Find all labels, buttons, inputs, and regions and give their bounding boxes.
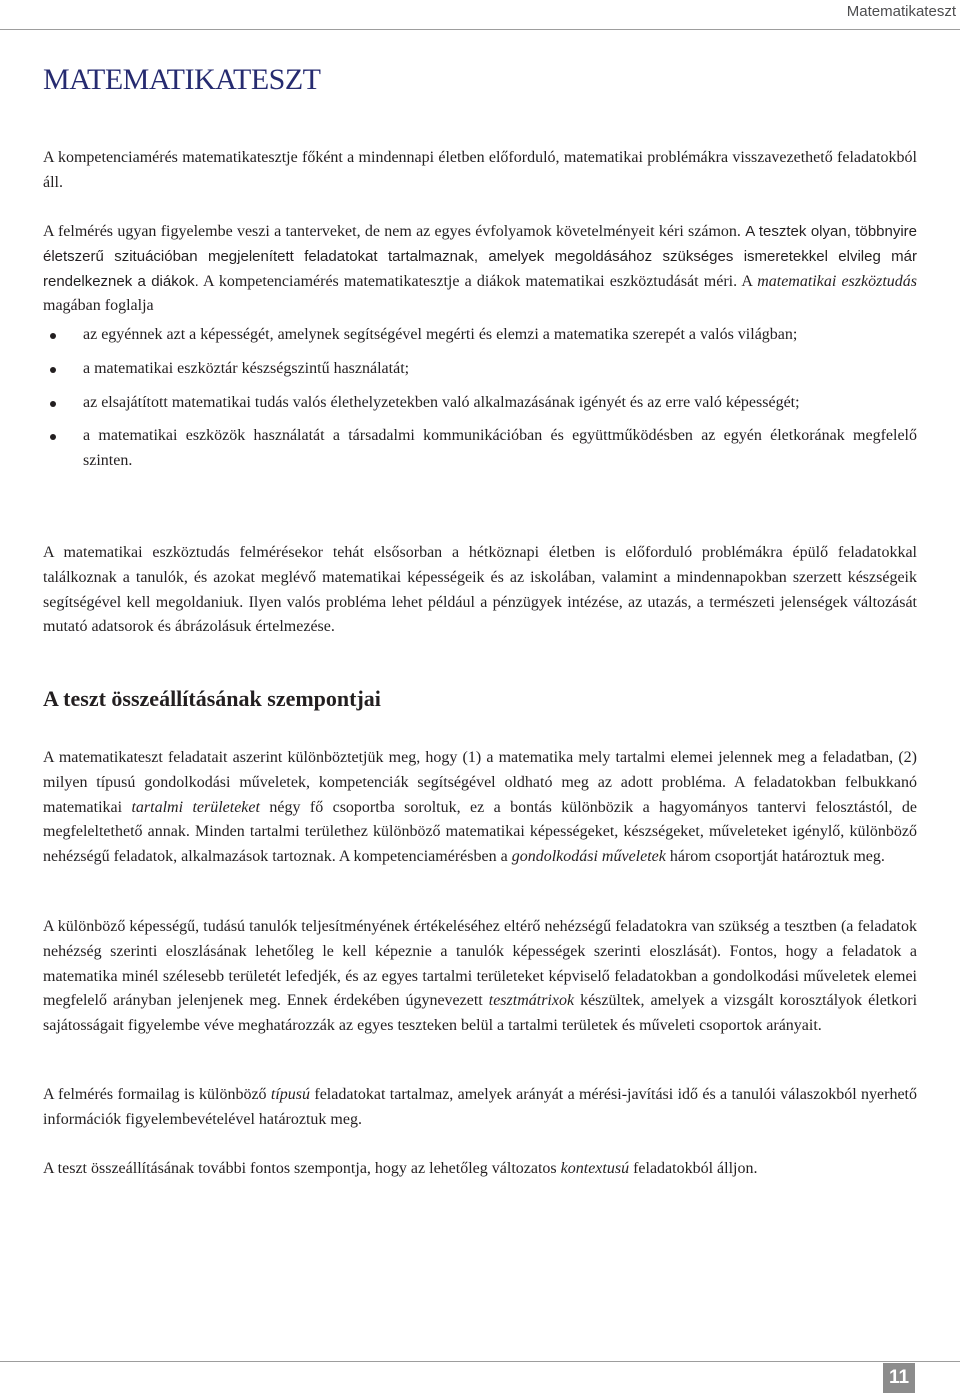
bullet-dot (50, 401, 56, 407)
section-paragraph-1 (43, 746, 917, 870)
term-matematikai-eszkoztudas: matematikai eszköztudás (757, 272, 918, 290)
term-kontextusu: kontextusú (560, 1160, 630, 1177)
term-tesztmatrixok: tesztmátrixok (488, 992, 575, 1010)
section-text-1c: három csoportját határoztuk meg. (669, 848, 885, 866)
section-text-2a: A különböző képességű, tudású tanulók teljesítményének értékeléséhez eltérő nehézségű feladatokra van szükség a tesztben (a feladatok nehézség szerinti eloszlásának lehetőleg le kell képeznie a tanulók képességek szerinti eloszlását). Fontos, hogy a feladatok a matematika minél szélesebb területét lefedjék, és az egyes tartalmi területeket képviselő feladatokban a gondolkodási műveletek elemei megfelelő arányban jelenjenek meg. Ennek érdekében úgynevezett (43, 918, 917, 1010)
intro-text-4: A matematikai eszköztudás felmérésekor tehát elsősorban a hétköznapi életben is előforduló problémákra épülő feladatokkal találkoznak a tanulók, és azokat meglévő matematikai képességeik és az iskolában, valamint a mindennapokban szerzett készségeik segítségével kell megoldaniuk. Ilyen valós probléma lehet például a pénzügyek intézése, az utazás, a természeti jelenségek változását mutató adatsorok és ábrázolásuk értelmezése. (43, 544, 917, 636)
header-rule (0, 29, 960, 30)
list-item (43, 357, 917, 382)
term-tartalmi-teruleteket: tartalmi területeket (131, 798, 260, 816)
term-tipusu: típusú (270, 1086, 311, 1103)
list-item (43, 323, 917, 348)
bullet-list (43, 323, 917, 474)
section-text-3b: feladatokat tartalmaz, amelyek arányát a mérési-javítási idő és a tanulói válaszokból nyerhető információk figyelembevételével határoztuk meg. (43, 1086, 917, 1128)
section-text-1a: A matematikateszt feladatait aszerint különböztetjük meg, hogy (1) a matematika mely tartalmi elemei jelennek meg a feladatban, (2) milyen típusú gondolkodási műveletek, kompetenciák segítségével oldható meg az adott probléma. A feladatokban felbukkanó matematikai (43, 749, 917, 816)
section-paragraph-4 (43, 1157, 917, 1182)
intro-text-1: A kompetenciamérés matematikatesztje főként a mindennapi életben előforduló, matematikai problémákra visszavezethető feladatokból áll. (43, 149, 917, 191)
section-text-4a: A teszt összeállításának további fontos szempontja, hogy az lehetőleg változatos (43, 1160, 557, 1177)
bullet-dot (50, 367, 56, 373)
intro-text-2a: A felmérés ugyan figyelembe veszi a tanterveket, de nem az egyes évfolyamok követelményeit kéri számon. (43, 223, 741, 240)
intro-text-3-lead: A (741, 272, 753, 290)
bullet-dot (50, 333, 56, 339)
intro-text-2c: A kompetenciamérés matematikatesztje a diákok matematikai eszköztudását méri. (203, 272, 738, 290)
intro-text-2b: A tesztek olyan, többnyire életszerű szituációban megjelenített feladatokat tartalmaznak, amelyek megoldásához szükséges ismeretekkel elvileg már rendelkeznek a diákok. (43, 223, 918, 290)
section-heading: A teszt összeállításának szempontjai (43, 686, 381, 711)
section-paragraph-2 (43, 915, 917, 1039)
section-text-1b: négy fő csoportba soroltuk, ez a bontás különbözik a hagyományos tantervi felosztástól, de megfeleltethető annak. Minden tartalmi területhez különböző matematikai képességeket, készségeket, műveleteket igénylő, különböző nehézségű feladatok, alkalmazások tartoznak. A kompetenciamérésben a (43, 798, 918, 866)
list-item-text: az egyénnek azt a képességét, amelynek segítségével megérti és elemzi a matematika szerepét a valós világban; (83, 326, 798, 343)
page-number: 11 (883, 1363, 915, 1393)
intro-paragraph-4 (43, 541, 917, 640)
list-item-text: a matematikai eszköztár készségszintű használatát; (83, 359, 410, 377)
intro-paragraph-2 (43, 220, 917, 319)
running-header-title: Matematikateszt (846, 3, 956, 20)
section-text-3a: A felmérés formailag is különböző (43, 1086, 267, 1103)
footer-rule (0, 1361, 960, 1362)
list-item (43, 391, 917, 416)
list-item-text: az elsajátított matematikai tudás valós élethelyzetekben való alkalmazásának igényét és az erre való képességét; (83, 393, 800, 411)
bullet-dot (50, 434, 56, 440)
list-item-text: a matematikai eszközök használatát a társadalmi kommunikációban és együttműködésben az egyén életkorának megfelelő szinten. (83, 427, 917, 470)
section-paragraph-3 (43, 1083, 917, 1133)
term-gondolkodasi-muveletek: gondolkodási műveletek (511, 848, 666, 866)
intro-text-3-tail: magában foglalja (43, 297, 154, 315)
list-item (43, 424, 917, 474)
page-title: MATEMATIKATESZT (43, 63, 321, 96)
section-text-4b: feladatokból álljon. (633, 1160, 758, 1177)
intro-paragraph-1 (43, 146, 917, 196)
section-text-2b: készültek, amelyek a vizsgált korosztályok életkori sajátosságait figyelembe véve meghatározzák az egyes teszteken belül a tartalmi területek és műveleti csoportok arányait. (43, 992, 918, 1035)
